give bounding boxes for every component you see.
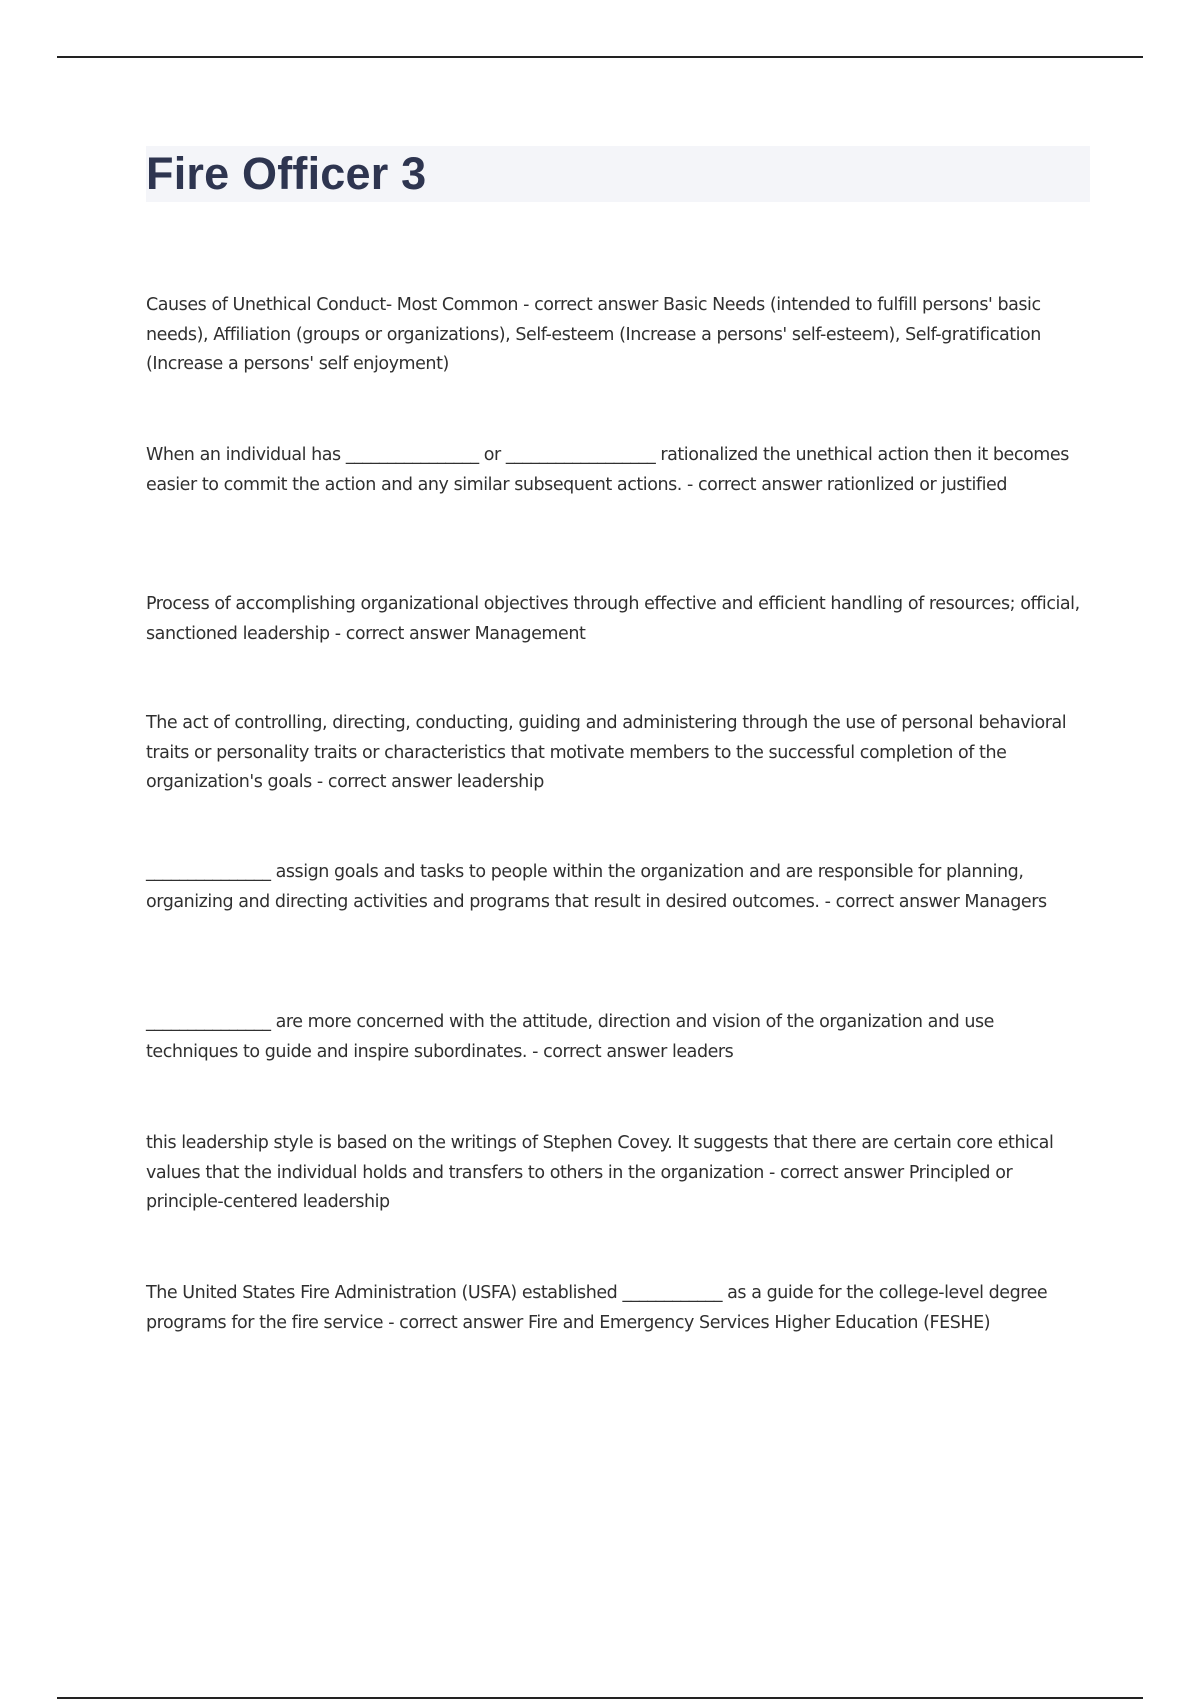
qa-item-principled-leadership: this leadership style is based on the writings of Stephen Covey. It suggests that there are certain core ethical values that the individual holds and transfers to others in the organization - correct answer Principled or principle-centered leadership: [146, 1133, 1054, 1212]
page-title: Fire Officer 3: [146, 148, 427, 199]
qa-item-management: Process of accomplishing organizational objectives through effective and efficient handling of resources; official, sanctioned leadership - correct answer Management: [146, 594, 1080, 644]
bottom-divider: [57, 1697, 1143, 1699]
qa-item-rationalized: When an individual has ________________ or __________________ rationalized the unethical action then it becomes easier to commit the action and any similar subsequent actions. - correct answer rationlized or justified: [146, 445, 1069, 495]
qa-item-unethical-conduct-causes: Causes of Unethical Conduct- Most Common - correct answer Basic Needs (intended to fulfill persons' basic needs), Affiliation (groups or organizations), Self-esteem (Increase a persons' self-esteem), Self-gratification (Increase a persons' self enjoyment): [146, 295, 1041, 374]
qa-item-managers: _______________ assign goals and tasks to people within the organization and are responsible for planning, organizing and directing activities and programs that result in desired outcomes. - correct answer Managers: [146, 862, 1047, 912]
qa-item-leadership: The act of controlling, directing, conducting, guiding and administering through the use of personal behavioral traits or personality traits or characteristics that motivate members to the successful completion of the organization's goals - correct answer leadership: [146, 713, 1067, 792]
qa-item-leaders: _______________ are more concerned with the attitude, direction and vision of the organization and use techniques to guide and inspire subordinates. - correct answer leaders: [146, 1012, 994, 1062]
qa-item-feshe: The United States Fire Administration (USFA) established ____________ as a guide for the college-level degree programs for the fire service - correct answer Fire and Emergency Services Higher Education (FESHE): [146, 1283, 1048, 1333]
top-divider: [57, 56, 1143, 58]
